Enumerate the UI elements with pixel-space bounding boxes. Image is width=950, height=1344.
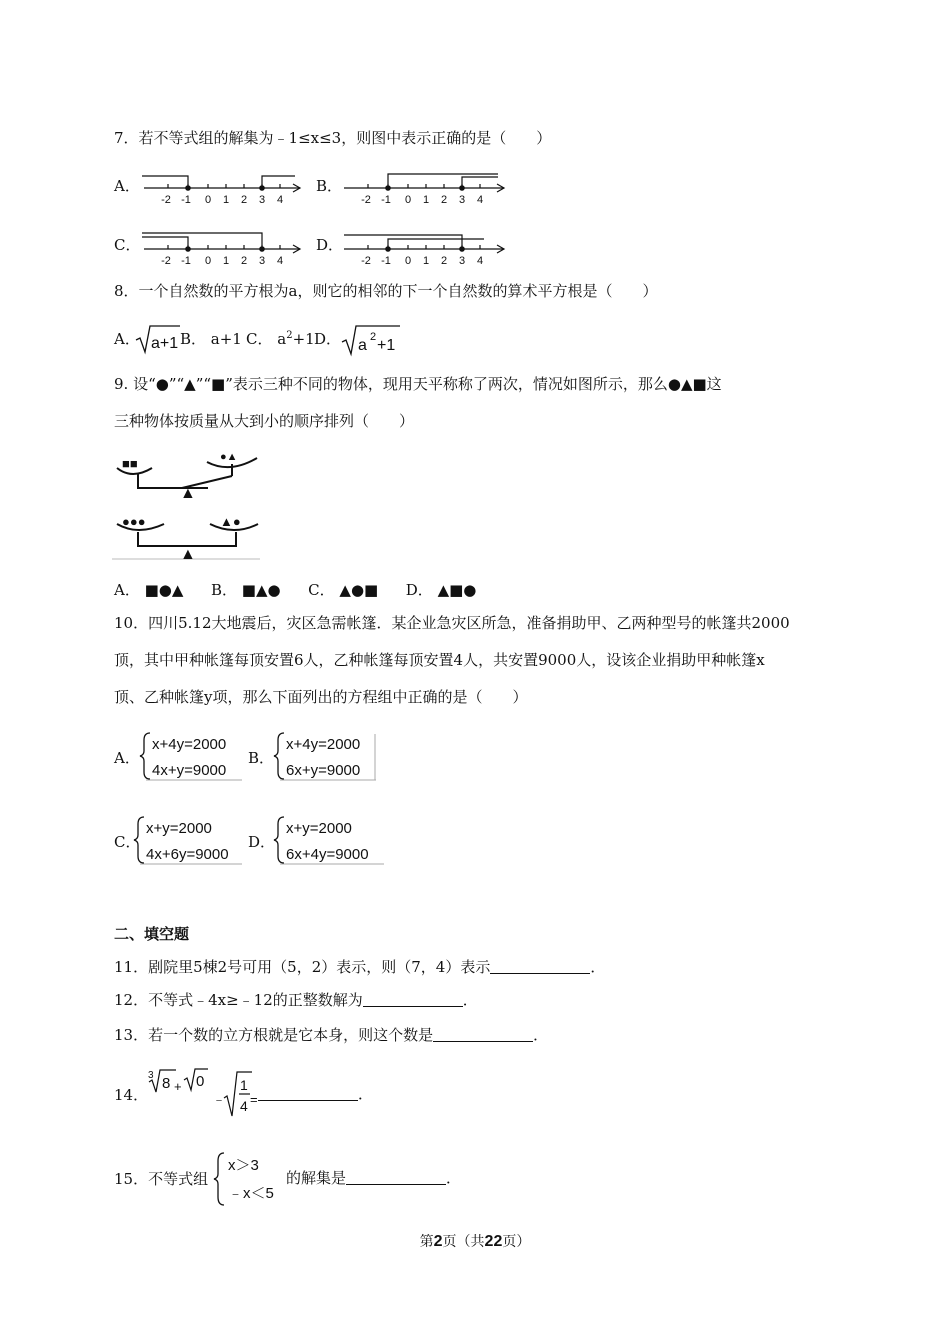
question-13: 13．若一个数的立方根就是它本身，则这个数是 ． — [114, 1026, 549, 1044]
tick: 3 — [458, 194, 466, 206]
cube-root-radicand: 8 — [162, 1075, 171, 1092]
tick: 1 — [222, 194, 230, 206]
q10-option-a-label: A． — [114, 749, 140, 767]
tick: 4 — [276, 194, 284, 206]
tick: -2 — [361, 255, 371, 267]
q10-option-d-system — [272, 814, 388, 866]
q9-option-a: A． ■●▲ — [114, 581, 184, 599]
scale-2-fulcrum: ▲ — [180, 546, 196, 562]
question-7-stem: 7．若不等式组的解集为﹣1≤x≤3，则图中表示正确的是（ ） — [114, 129, 552, 147]
sqrt-radicand: 0 — [196, 1073, 205, 1090]
tick: -1 — [381, 255, 391, 267]
q7-option-b-numberline — [340, 170, 512, 208]
q8-option-a-label: A． — [114, 330, 140, 348]
q10-option-c-label: C． — [114, 833, 141, 851]
question-12: 12．不等式﹣4x≥﹣12的正整数解为 ． — [114, 991, 478, 1009]
q11-answer-blank[interactable] — [490, 957, 590, 974]
tick: -1 — [381, 194, 391, 206]
q7-option-b-label: B． — [316, 177, 343, 195]
question-14-blank: ． — [258, 1084, 373, 1104]
tick: 3 — [258, 255, 266, 267]
tick: 2 — [240, 255, 248, 267]
page-footer: 第2页（共22页） — [419, 1233, 531, 1250]
tick: 0 — [404, 255, 412, 267]
svg-text:x+4y=2000: x+4y=2000 — [286, 736, 361, 753]
balance-scale-1 — [117, 446, 262, 488]
q7-option-a-numberline — [140, 170, 310, 208]
q9-options — [114, 579, 476, 600]
question-15-label: 15．不等式组 — [114, 1170, 209, 1188]
question-11: 11．剧院里5棟2号可用（5，2）表示，则（7，4）表示 ． — [114, 958, 606, 976]
q14-expression — [146, 1066, 260, 1120]
tick: -1 — [181, 255, 191, 267]
inequality-2: ﹣x＜5 — [228, 1185, 274, 1202]
tick: 3 — [458, 255, 466, 267]
svg-text:x+y=2000: x+y=2000 — [286, 820, 352, 837]
q10-option-b-system — [272, 730, 382, 782]
tick: 0 — [204, 194, 212, 206]
q9-option-b: B． ■▲● — [210, 581, 281, 599]
tick: -2 — [161, 255, 171, 267]
tick: 4 — [276, 255, 284, 267]
tick: 1 — [222, 255, 230, 267]
q8-option-a-sqrt — [134, 322, 182, 356]
q12-answer-blank[interactable] — [363, 990, 463, 1007]
fraction-denominator: 4 — [240, 1098, 248, 1114]
q14-answer-blank[interactable] — [258, 1084, 358, 1101]
q7-option-d-label: D． — [316, 236, 344, 254]
tick: -1 — [181, 194, 191, 206]
q15-inequality-system — [212, 1150, 288, 1208]
tick: 1 — [422, 194, 430, 206]
q10-option-d-label: D． — [248, 833, 276, 851]
plus-sign: + — [174, 1079, 182, 1094]
q7-option-c-label: C． — [114, 236, 141, 254]
svg-text:6x+y=9000: 6x+y=9000 — [286, 762, 361, 779]
tick: 4 — [476, 255, 484, 267]
q7-option-d-numberline — [340, 229, 512, 269]
radicand-rest: +1 — [377, 337, 396, 354]
question-8-stem: 8．一个自然数的平方根为a，则它的相邻的下一个自然数的算术平方根是（ ） — [114, 282, 658, 300]
q15-answer-blank[interactable] — [346, 1168, 446, 1185]
tick: 2 — [240, 194, 248, 206]
tick: 1 — [422, 255, 430, 267]
question-10-line1: 10．四川5.12大地震后，灾区急需帐篷．某企业急灾区所急，准备捐助甲、乙两种型号的帐篷共2000 — [114, 614, 790, 632]
q8-option-d-sqrt — [340, 322, 402, 358]
current-page: 2 — [433, 1233, 443, 1250]
radicand-base: a — [358, 337, 367, 354]
cube-root-index: 3 — [148, 1070, 154, 1081]
q13-answer-blank[interactable] — [433, 1025, 533, 1042]
svg-text:x+4y=2000: x+4y=2000 — [152, 736, 227, 753]
radicand-exp: 2 — [370, 331, 377, 343]
tick: -2 — [361, 194, 371, 206]
q7-option-a-label: A． — [114, 177, 140, 195]
section-2-heading: 二、填空题 — [114, 925, 190, 943]
tick: -2 — [161, 194, 171, 206]
question-10-line2: 顶，其中甲种帐篷每顶安置6人，乙种帐篷每顶安置4人，共安置9000人，设该企业捐助甲种帐篷x — [114, 651, 765, 669]
q9-option-d: D． ▲■● — [405, 581, 477, 599]
q10-option-a-system — [138, 730, 248, 782]
svg-text:4x+y=9000: 4x+y=9000 — [152, 762, 227, 779]
tick: 2 — [440, 255, 448, 267]
svg-text:4x+6y=9000: 4x+6y=9000 — [146, 846, 229, 863]
q9-option-c: C． ▲●■ — [308, 581, 379, 599]
svg-text:6x+4y=9000: 6x+4y=9000 — [286, 846, 369, 863]
question-9-line1: 9. 设“●”“▲”“■”表示三种不同的物体，现用天平称称了两次，情况如图所示，那么●▲■这 — [114, 375, 722, 393]
tick: 3 — [258, 194, 266, 206]
tick: 4 — [476, 194, 484, 206]
tick: 0 — [404, 194, 412, 206]
q8-option-b: B． a+1 — [180, 330, 242, 348]
q10-option-c-system — [132, 814, 248, 866]
svg-text:x+y=2000: x+y=2000 — [146, 820, 212, 837]
total-pages: 22 — [484, 1233, 503, 1250]
scale-1-right-items: ●▲ — [220, 451, 238, 463]
q8-option-c-exp: 2 — [286, 330, 293, 341]
question-10-line3: 顶、乙种帐篷y项，那么下面列出的方程组中正确的是（ ） — [114, 688, 528, 706]
q8-option-d-label: D． — [314, 330, 342, 348]
fraction-numerator: 1 — [240, 1077, 248, 1093]
question-9-line2: 三种物体按质量从大到小的顺序排列（ ） — [114, 412, 415, 430]
scale-1-fulcrum: ▲ — [180, 485, 196, 502]
tick: 2 — [440, 194, 448, 206]
tick: 0 — [204, 255, 212, 267]
q8-option-c-rest: +1 — [292, 330, 315, 348]
equals-sign: = — [250, 1092, 258, 1107]
minus-sign: ﹣ — [212, 1091, 226, 1107]
question-14-label: 14． — [114, 1086, 149, 1104]
q10-option-b-label: B． — [248, 749, 275, 767]
inequality-1: x＞3 — [228, 1157, 259, 1174]
q8-option-c-label: C． — [246, 330, 273, 348]
question-15-tail: 的解集是 ． — [286, 1169, 462, 1187]
scale-2-left-items: ●●● — [122, 514, 146, 529]
radicand: a+1 — [151, 335, 179, 352]
q9-balance-figure — [112, 446, 262, 562]
q7-option-c-numberline — [140, 229, 310, 269]
q8-option-c — [246, 328, 315, 349]
scale-1-left-items: ■■ — [122, 456, 138, 471]
scale-2-right-items: ▲● — [220, 514, 241, 529]
q8-option-c-base: a — [277, 330, 287, 348]
